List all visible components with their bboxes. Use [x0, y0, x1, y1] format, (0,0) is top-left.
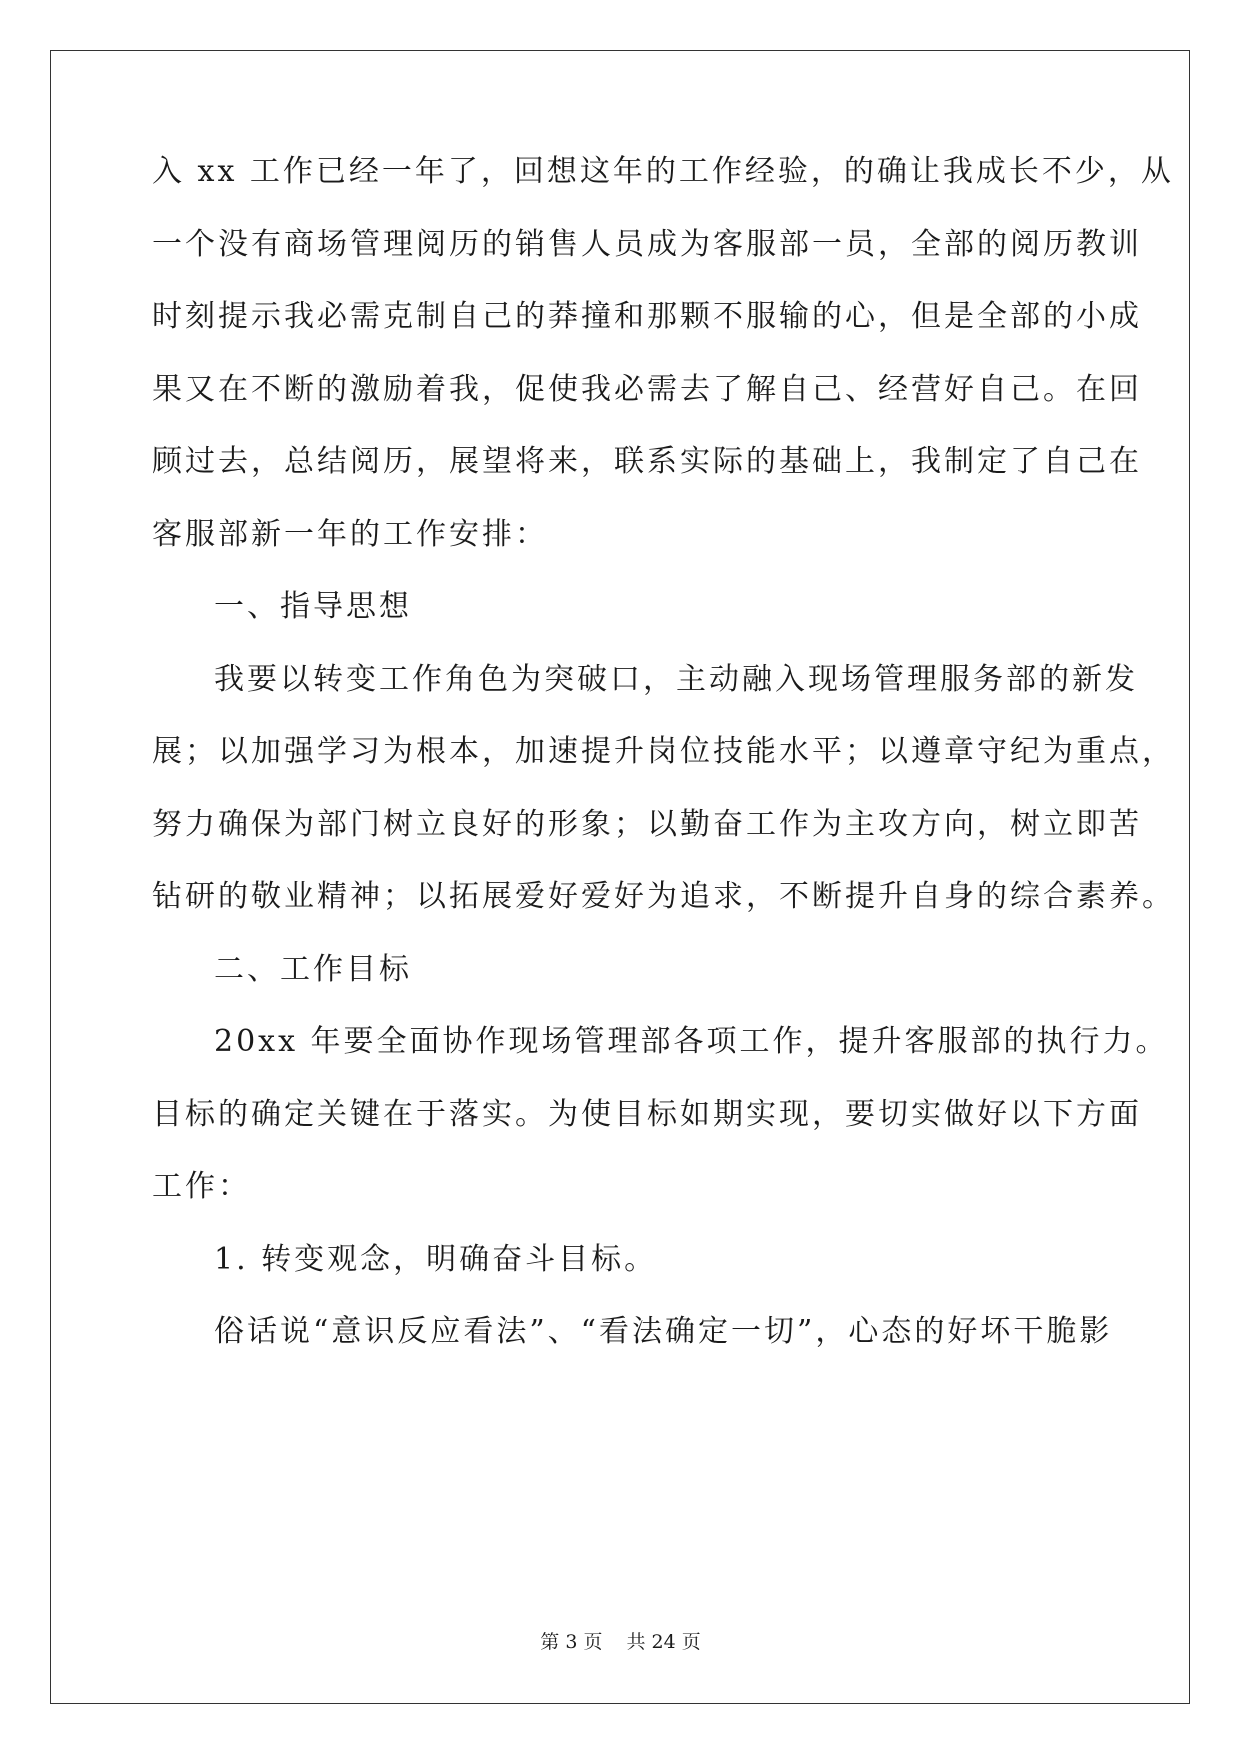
- body-text-line: 客服部新一年的工作安排：: [152, 517, 548, 552]
- body-text-line: 一个没有商场管理阅历的销售人员成为客服部一员，全部的阅历教训: [152, 227, 1142, 262]
- page-footer: [0, 1630, 1241, 1654]
- body-text-line: 时刻提示我必需克制自己的莽撞和那颗不服输的心，但是全部的小成: [152, 299, 1142, 334]
- body-text-line: 钻研的敬业精神；以拓展爱好爱好为追求，不断提升自身的综合素养。: [152, 879, 1175, 914]
- body-text-line: 努力确保为部门树立良好的形象；以勤奋工作为主攻方向，树立即苦: [152, 807, 1142, 842]
- body-text-line: 果又在不断的激励着我，促使我必需去了解自己、经营好自己。在回: [152, 372, 1142, 407]
- body-text-line: 目标的确定关键在于落实。为使目标如期实现，要切实做好以下方面: [152, 1097, 1142, 1132]
- page-number: 第 3 页: [540, 1631, 603, 1653]
- body-text-line: 工作：: [152, 1169, 251, 1204]
- body-text-line: 顾过去，总结阅历，展望将来，联系实际的基础上，我制定了自己在: [152, 444, 1142, 479]
- body-text-line: 俗话说“意识反应看法”、“看法确定一切”，心态的好坏干脆影: [214, 1314, 1113, 1349]
- body-text-line: 我要以转变工作角色为突破口，主动融入现场管理服务部的新发: [214, 662, 1138, 697]
- list-item-heading: 1. 转变观念，明确奋斗目标。: [214, 1242, 658, 1277]
- body-text-line: 20xx 年要全面协作现场管理部各项工作，提升客服部的执行力。: [214, 1024, 1169, 1059]
- section-heading: 二、工作目标: [214, 952, 412, 987]
- section-heading: 一、指导思想: [214, 589, 412, 624]
- page-total: 共 24 页: [626, 1631, 701, 1653]
- body-text-line: 展；以加强学习为根本，加速提升岗位技能水平；以遵章守纪为重点，: [152, 734, 1175, 769]
- body-text-line: 入 xx 工作已经一年了，回想这年的工作经验，的确让我成长不少，从: [152, 154, 1174, 189]
